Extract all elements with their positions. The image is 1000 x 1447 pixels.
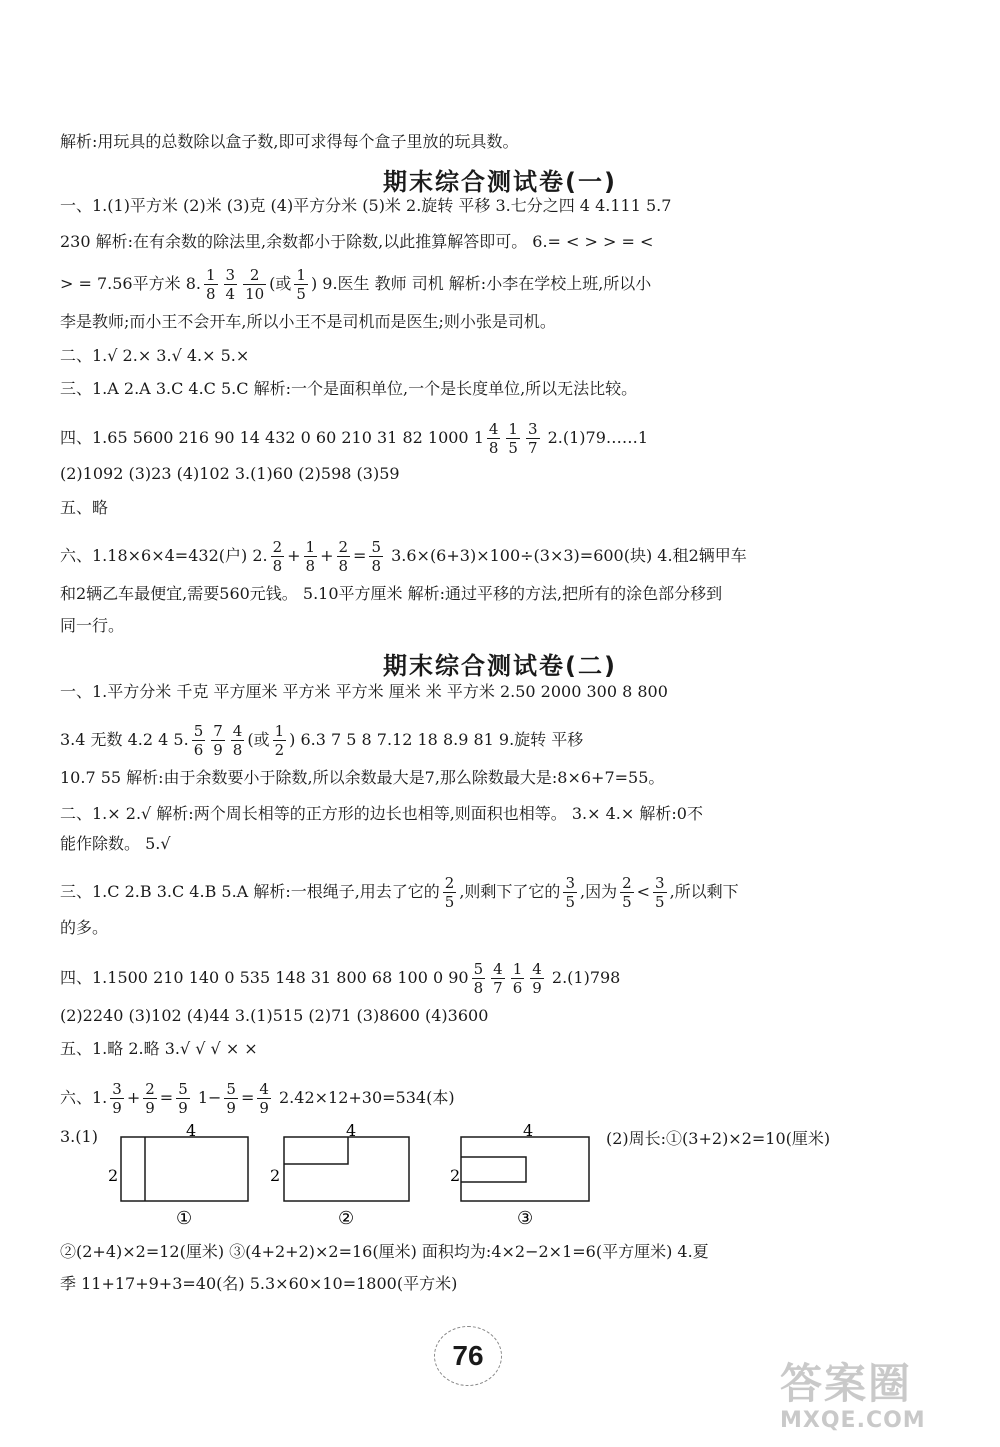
fraction: $\frac{4}{8}$ (232, 722, 243, 759)
test1-line-10: 六、1.18×6×4=432(户) 2. $\frac{2}{8}$ + $\frac{1}{8}$ + $\frac{2}{8}$ = $\frac{5}{8}$ 3.6×(6+3)×100÷(3×3)=600(块) 4.租2辆甲车 (60, 538, 747, 575)
fraction: $\frac{4}{9}$ (259, 1080, 269, 1117)
test2-line-8 (60, 960, 920, 997)
test1-line-11: 和2辆乙车最便宜,需要560元钱。 5.10平方厘米 解析:通过平移的方法,把所有的涂色部分移到 (60, 584, 723, 603)
fraction: $\frac{1}{8}$ (205, 266, 216, 303)
test2-line-7: 的多。 (60, 918, 109, 937)
fraction: $\frac{5}{9}$ (226, 1080, 236, 1117)
fraction: $\frac{5}{6}$ (193, 722, 204, 759)
fraction: $\frac{4}{7}$ (493, 960, 503, 997)
fraction: $\frac{2}{5}$ (622, 874, 632, 911)
test1-title: 期末综合测试卷(一) (383, 168, 617, 196)
test1-line-5: 二、1.√ 2.× 3.√ 4.× 5.× (60, 346, 250, 365)
figure-2-notch (284, 1137, 348, 1164)
test1-line-10-b: 3.6×(6+3)×100÷(3×3)=600(块) 4.租2辆甲车 (386, 546, 747, 565)
figure-3 (450, 1124, 589, 1229)
test2-line-11-a: 六、1. (60, 1088, 108, 1107)
test2-line-2 (60, 722, 920, 759)
test2-line-3: 10.7 55 解析:由于余数要小于除数,所以余数最大是7,那么除数最大是:8×6+7=55。 (60, 768, 665, 787)
fraction: $\frac{5}{9}$ (178, 1080, 188, 1117)
test1-line-3-b: (或 (269, 274, 292, 293)
test2-line-12: ②(2+4)×2=12(厘米) ③(4+2+2)×2=16(厘米) 面积均为:4×2−2×1=6(平方厘米) 4.夏 (60, 1242, 709, 1261)
watermark-logo (780, 1360, 990, 1440)
fraction: $\frac{1}{6}$ (512, 960, 523, 997)
figure-1-label: ① (176, 1208, 193, 1229)
fraction: $\frac{3}{4}$ (225, 266, 236, 303)
fraction: $\frac{1}{2}$ (274, 722, 285, 759)
fraction: $\frac{5}{8}$ (371, 538, 381, 575)
fraction: $\frac{1}{5}$ (508, 420, 518, 457)
figure-2-side-label: 2 (270, 1166, 281, 1185)
figure-2-top-label: 4 (346, 1124, 357, 1140)
test2-line-6: 三、1.C 2.B 3.C 4.B 5.A 解析:一根绳子,用去了它的 $\frac{2}{5}$ ,则剩下了它的 $\frac{3}{5}$ ,因为 $\frac{2}{5}$ < $\frac{3}{5}$ ,所以剩下 (60, 874, 739, 911)
test2-line-11: 六、1. $\frac{3}{9}$ + $\frac{2}{9}$ = $\frac{5}{9}$ 1− $\frac{5}{9}$ = $\frac{4}{9}$ 2.42×12+30=534(本) (60, 1080, 455, 1117)
test1-line-3-c: ) 9.医生 教师 司机 解析:小李在学校上班,所以小 (310, 274, 652, 293)
test1-line-1: 一、1.(1)平方米 (2)米 (3)克 (4)平方分米 (5)米 2.旋转 平移 3.七分之四 4 4.111 5.7 (60, 196, 672, 215)
test1-line-4: 李是教师;而小王不会开车,所以小王不是司机而是医生;则小张是司机。 (60, 312, 556, 331)
fraction: $\frac{3}{9}$ (112, 1080, 122, 1117)
intro-analysis: 解析:用玩具的总数除以盒子数,即可求得每个盒子里放的玩具数。 (60, 132, 519, 151)
perimeter-text: (2)周长:①(3+2)×2=10(厘米) (606, 1129, 831, 1148)
fraction: $\frac{1}{5}$ (296, 266, 306, 303)
test2-line-10: 五、1.略 2.略 3.√ √ √ × × (60, 1039, 258, 1058)
figure-1-top-label: 4 (186, 1124, 197, 1140)
fraction: $\frac{2}{5}$ (444, 874, 455, 911)
figure-3-side-label: 2 (450, 1166, 461, 1185)
test2-line-1: 一、1.平方分米 千克 平方厘米 平方米 平方米 厘米 米 平方米 2.50 2000 300 8 800 (60, 682, 668, 701)
test2-line-8-a: 四、1.1500 210 140 0 535 148 31 800 68 100 0 90 (60, 968, 469, 987)
test1-line-12: 同一行。 (60, 616, 125, 635)
figure-1-side-label: 2 (108, 1166, 119, 1185)
figure-3-label: ③ (517, 1208, 534, 1229)
figure-3-rect (461, 1137, 589, 1201)
test2-line-8-b: 2.(1)798 (546, 968, 621, 987)
figure-2-rect (284, 1137, 409, 1201)
fraction: $\frac{2}{8}$ (338, 538, 349, 575)
test2-line-2-a: 3.4 无数 4.2 4 5. (60, 730, 189, 749)
test2-line-2-c: ) 6.3 7 5 8 7.12 18 8.9 81 9.旋转 平移 (289, 730, 584, 749)
figure-2 (270, 1124, 409, 1229)
fraction: $\frac{4}{8}$ (488, 420, 499, 457)
figure-1-rect (121, 1137, 248, 1201)
fraction: $\frac{3}{5}$ (655, 874, 665, 911)
test1-line-8: (2)1092 (3)23 (4)102 3.(1)60 (2)598 (3)59 (60, 464, 400, 483)
fraction: $\frac{2}{10}$ (245, 266, 265, 303)
test2-line-2-b: (或 (247, 730, 270, 749)
test1-line-3-a: > = 7.56平方米 8. (60, 274, 201, 293)
page-number: 76 (434, 1326, 502, 1386)
figure-3-top-label: 4 (523, 1124, 534, 1140)
test1-line-7-b: 2.(1)79……1 (542, 428, 649, 447)
test1-line-3 (60, 266, 920, 303)
test1-line-9: 五、略 (60, 498, 109, 517)
fraction: $\frac{5}{8}$ (473, 960, 484, 997)
watermark-title: 答案圈 (780, 1359, 913, 1408)
test1-line-7 (60, 420, 920, 457)
test2-line-11-b: 2.42×12+30=534(本) (273, 1088, 455, 1107)
fraction: $\frac{1}{8}$ (305, 538, 316, 575)
watermark-url: MXQE.COM (780, 1408, 926, 1433)
test2-line-5: 能作除数。 5.√ (60, 834, 171, 853)
figure-3-inset (461, 1157, 526, 1182)
rectangle-figures (60, 1124, 940, 1234)
test2-title: 期末综合测试卷(二) (383, 652, 617, 680)
test1-line-6: 三、1.A 2.A 3.C 4.C 5.C 解析:一个是面积单位,一个是长度单位,所以无法比较。 (60, 379, 638, 398)
fraction: $\frac{4}{9}$ (532, 960, 542, 997)
test1-line-7-a: 四、1.65 5600 216 90 14 432 0 60 210 31 82 1000 1 (60, 428, 484, 447)
fraction: $\frac{3}{7}$ (527, 420, 538, 457)
test2-line-9: (2)2240 (3)102 (4)44 3.(1)515 (2)71 (3)8600 (4)3600 (60, 1006, 489, 1025)
test2-line-6-a: 三、1.C 2.B 3.C 4.B 5.A 解析:一根绳子,用去了它的 (60, 882, 440, 901)
test1-line-2: 230 解析:在有余数的除法里,余数都小于除数,以此推算解答即可。 6.= < > > = < (60, 232, 654, 251)
fraction: $\frac{2}{9}$ (145, 1080, 155, 1117)
test1-line-10-a: 六、1.18×6×4=432(户) 2. (60, 546, 268, 565)
figure-prefix: 3.(1) (60, 1127, 98, 1146)
figure-1 (108, 1124, 248, 1229)
fraction: $\frac{7}{9}$ (213, 722, 223, 759)
test2-line-13: 季 11+17+9+3=40(名) 5.3×60×10=1800(平方米) (60, 1274, 458, 1293)
fraction: $\frac{3}{5}$ (565, 874, 575, 911)
figure-2-label: ② (338, 1208, 355, 1229)
test2-line-4: 二、1.× 2.√ 解析:两个周长相等的正方形的边长也相等,则面积也相等。 3.× 4.× 解析:0不 (60, 804, 703, 823)
fraction: $\frac{2}{8}$ (272, 538, 283, 575)
